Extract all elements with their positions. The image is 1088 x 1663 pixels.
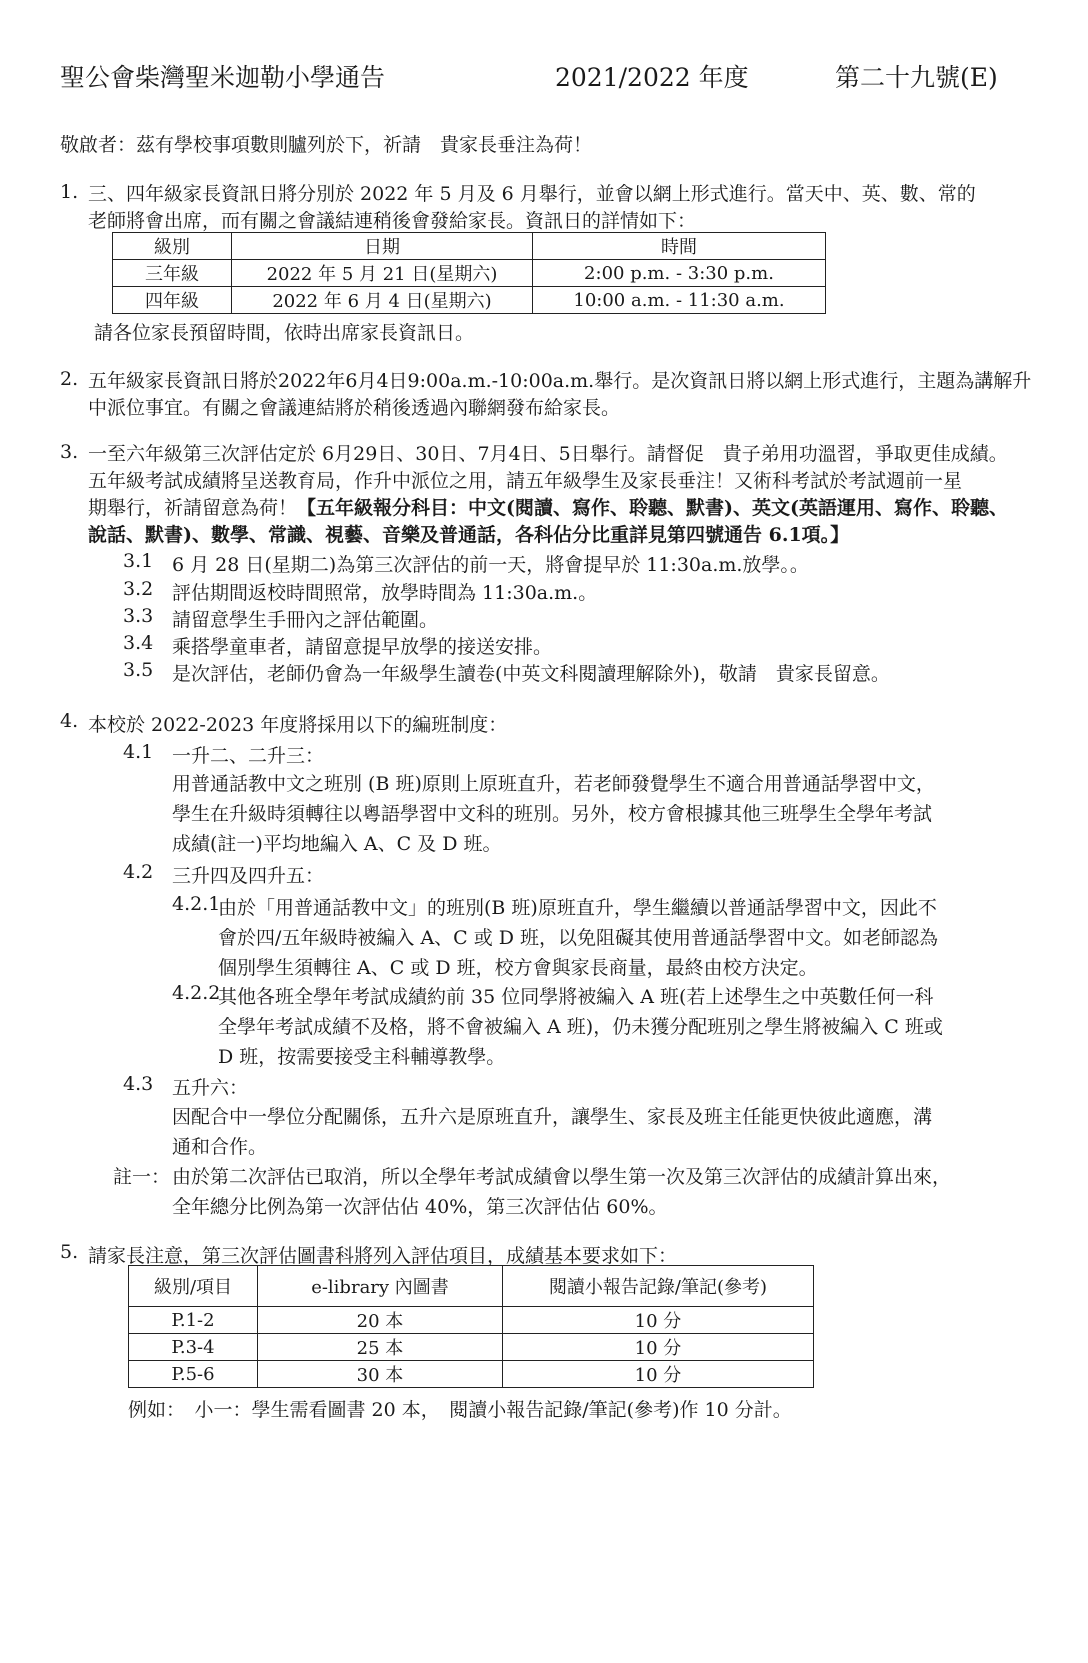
table-row — [129, 1361, 814, 1388]
paragraph-line: D 班，按需要接受主科輔導教學。 — [218, 1046, 506, 1068]
table-row — [129, 1307, 814, 1334]
item-4-number: 4. — [60, 710, 79, 732]
school-year: 2021/2022 年度 — [555, 63, 749, 92]
notice-number: 第二十九號(E) — [835, 63, 998, 92]
footnote-text — [172, 1162, 951, 1222]
sub-3-1-number: 3.1 — [123, 550, 154, 572]
table-header-row — [129, 1266, 814, 1307]
table-header-cell: 日期 — [232, 233, 533, 260]
item-1-number: 1. — [60, 181, 79, 203]
table-cell: 10:00 a.m. - 11:30 a.m. — [533, 287, 826, 314]
item-5-text: 請家長注意，第三次評估圖書科將列入評估項目，成績基本要求如下： — [88, 1245, 678, 1267]
paragraph-line: 五年級考試成績將呈送教育局，作升中派位之用，請五年級學生及家長垂注！又術科考試於考試週前一星 — [88, 470, 963, 492]
sub-4-3-text — [172, 1102, 932, 1162]
sub-3-5-number: 3.5 — [123, 659, 154, 681]
sub-4-2-2-number: 4.2.2 — [172, 982, 221, 1004]
subjects-note-line: 說話、默書)、數學、常識、視藝、音樂及普通話，各科佔分比重詳見第四號通告 6.1項。】 — [88, 524, 850, 546]
footnote-label: 註一： — [113, 1166, 171, 1188]
paragraph-line: 一至六年級第三次評估定於 6月29日、30日、7月4日、5日舉行。請督促 貴子弟用功溫習，爭取更佳成績。 — [88, 443, 1008, 465]
sub-3-2-number: 3.2 — [123, 578, 154, 600]
table-cell: P.3-4 — [129, 1334, 258, 1361]
sub-4-1-text — [172, 769, 935, 859]
notice-header — [60, 58, 1020, 98]
paragraph-line: 全年總分比例為第一次評估佔 40%，第三次評估佔 60%。 — [172, 1196, 668, 1218]
sub-4-2-1-number: 4.2.1 — [172, 893, 221, 915]
paragraph-line: 因配合中一學位分配關係，五升六是原班直升，讓學生、家長及班主任能更快彼此適應，溝 — [172, 1106, 933, 1128]
subjects-note: 【五年級報分科目：中文(閱讀、寫作、聆聽、默書)、英文(英語運用、寫作、聆聽、 — [297, 497, 1008, 519]
sub-4-2-number: 4.2 — [123, 861, 154, 883]
paragraph-line: 學生在升級時須轉往以粵語學習中文科的班別。另外，校方會根據其他三班學生全學年考試 — [172, 803, 933, 825]
item-5-number: 5. — [60, 1241, 79, 1263]
paragraph-line: 老師將會出席，而有關之會議結連稍後會發給家長。資訊日的詳情如下： — [88, 210, 697, 232]
info-day-table — [112, 232, 826, 314]
sub-3-4-number: 3.4 — [123, 632, 154, 654]
paragraph-line: 五年級家長資訊日將於2022年6月4日9:00a.m.-10:00a.m.舉行。是次資訊日將以網上形式進行，主題為講解升 — [88, 370, 1032, 392]
paragraph-line: 全學年考試成績不及格，將不會被編入 A 班)，仍未獲分配班別之學生將被編入 C 班或 — [218, 1016, 943, 1038]
table-cell: 10 分 — [503, 1334, 814, 1361]
item-2-number: 2. — [60, 368, 79, 390]
item-4-intro: 本校於 2022-2023 年度將採用以下的編班制度： — [88, 714, 508, 736]
item-2-text — [88, 368, 1031, 422]
table-header-row — [113, 233, 826, 260]
sub-3-2-text: 評估期間返校時間照常，放學時間為 11:30a.m.。 — [172, 582, 598, 604]
sub-3-3-text: 請留意學生手冊內之評估範圍。 — [172, 609, 439, 631]
table-cell: 2022 年 6 月 4 日(星期六) — [232, 287, 533, 314]
sub-3-3-number: 3.3 — [123, 605, 154, 627]
sub-4-2-2-text — [218, 982, 943, 1072]
paragraph-line: 個別學生須轉往 A、C 或 D 班，校方會與家長商量，最終由校方決定。 — [218, 957, 818, 979]
item-3-number: 3. — [60, 441, 79, 463]
notice-title: 聖公會柴灣聖米迦勒小學通告 — [60, 63, 386, 92]
paragraph-line: 中派位事宜。有關之會議連結將於稍後透過內聯網發布給家長。 — [88, 397, 621, 419]
sub-4-1-number: 4.1 — [123, 741, 154, 763]
paragraph-line: 由於第二次評估已取消，所以全學年考試成績會以學生第一次及第三次評估的成績計算出來， — [172, 1166, 952, 1188]
paragraph-line: 會於四/五年級時被編入 A、C 或 D 班，以免阻礙其使用普通話學習中文。如老師認為 — [218, 927, 939, 949]
paragraph-segment: 期舉行，祈請留意為荷！ — [88, 497, 298, 519]
item-1-text — [88, 181, 976, 235]
table-row — [113, 287, 826, 314]
table-cell: 20 本 — [258, 1307, 503, 1334]
salutation: 敬啟者：茲有學校事項數則臚列於下，祈請 貴家長垂注為荷！ — [60, 134, 593, 156]
table-cell: 10 分 — [503, 1361, 814, 1388]
sub-4-1-title: 一升二、二升三： — [172, 745, 325, 767]
table-cell: 25 本 — [258, 1334, 503, 1361]
table-cell: P.5-6 — [129, 1361, 258, 1388]
item-1-note: 請各位家長預留時間，依時出席家長資訊日。 — [94, 322, 475, 344]
table-cell: 2022 年 5 月 21 日(星期六) — [232, 260, 533, 287]
sub-3-4-text: 乘搭學童車者，請留意提早放學的接送安排。 — [172, 636, 553, 658]
table-header-cell: 閱讀小報告記錄/筆記(參考) — [503, 1266, 814, 1307]
sub-3-5-text: 是次評估，老師仍會為一年級學生讀卷(中英文科閱讀理解除外)，敬請 貴家長留意。 — [172, 663, 890, 685]
table-header-cell: 時間 — [533, 233, 826, 260]
item-5-example: 例如： 小一：學生需看圖書 20 本， 閱讀小報告記錄/筆記(參考)作 10 分計。 — [128, 1399, 792, 1421]
table-cell: 三年級 — [113, 260, 232, 287]
paragraph-line: 由於「用普通話教中文」的班別(B 班)原班直升，學生繼續以普通話學習中文，因此不 — [218, 897, 937, 919]
paragraph-line: 用普通話教中文之班別 (B 班)原則上原班直升，若老師發覺學生不適合用普通話學習中文， — [172, 773, 935, 795]
sub-4-3-number: 4.3 — [123, 1073, 154, 1095]
table-cell: 四年級 — [113, 287, 232, 314]
paragraph-line: 其他各班全學年考試成績約前 35 位同學將被編入 A 班(若上述學生之中英數任何一科 — [218, 986, 934, 1008]
paragraph-line: 成績(註一)平均地編入 A、C 及 D 班。 — [172, 833, 502, 855]
library-requirement-table — [128, 1265, 814, 1388]
sub-4-3-title: 五升六： — [172, 1077, 249, 1099]
sub-4-2-1-text — [218, 893, 938, 983]
paragraph-line: 通和合作。 — [172, 1136, 268, 1158]
table-cell: 30 本 — [258, 1361, 503, 1388]
table-cell: 10 分 — [503, 1307, 814, 1334]
table-header-cell: 級別/項目 — [129, 1266, 258, 1307]
table-row — [113, 260, 826, 287]
table-header-cell: e-library 內圖書 — [258, 1266, 503, 1307]
table-cell: P.1-2 — [129, 1307, 258, 1334]
paragraph-line: 三、四年級家長資訊日將分別於 2022 年 5 月及 6 月舉行，並會以網上形式進行。當天中、英、數、常的 — [88, 183, 976, 205]
sub-4-2-title: 三升四及四升五： — [172, 865, 325, 887]
item-3-text — [88, 441, 1008, 549]
table-cell: 2:00 p.m. - 3:30 p.m. — [533, 260, 826, 287]
table-row — [129, 1334, 814, 1361]
sub-3-1-text: 6 月 28 日(星期二)為第三次評估的前一天，將會提早於 11:30a.m.放學。。 — [172, 554, 809, 576]
table-header-cell: 級別 — [113, 233, 232, 260]
paragraph-line — [88, 495, 1008, 522]
